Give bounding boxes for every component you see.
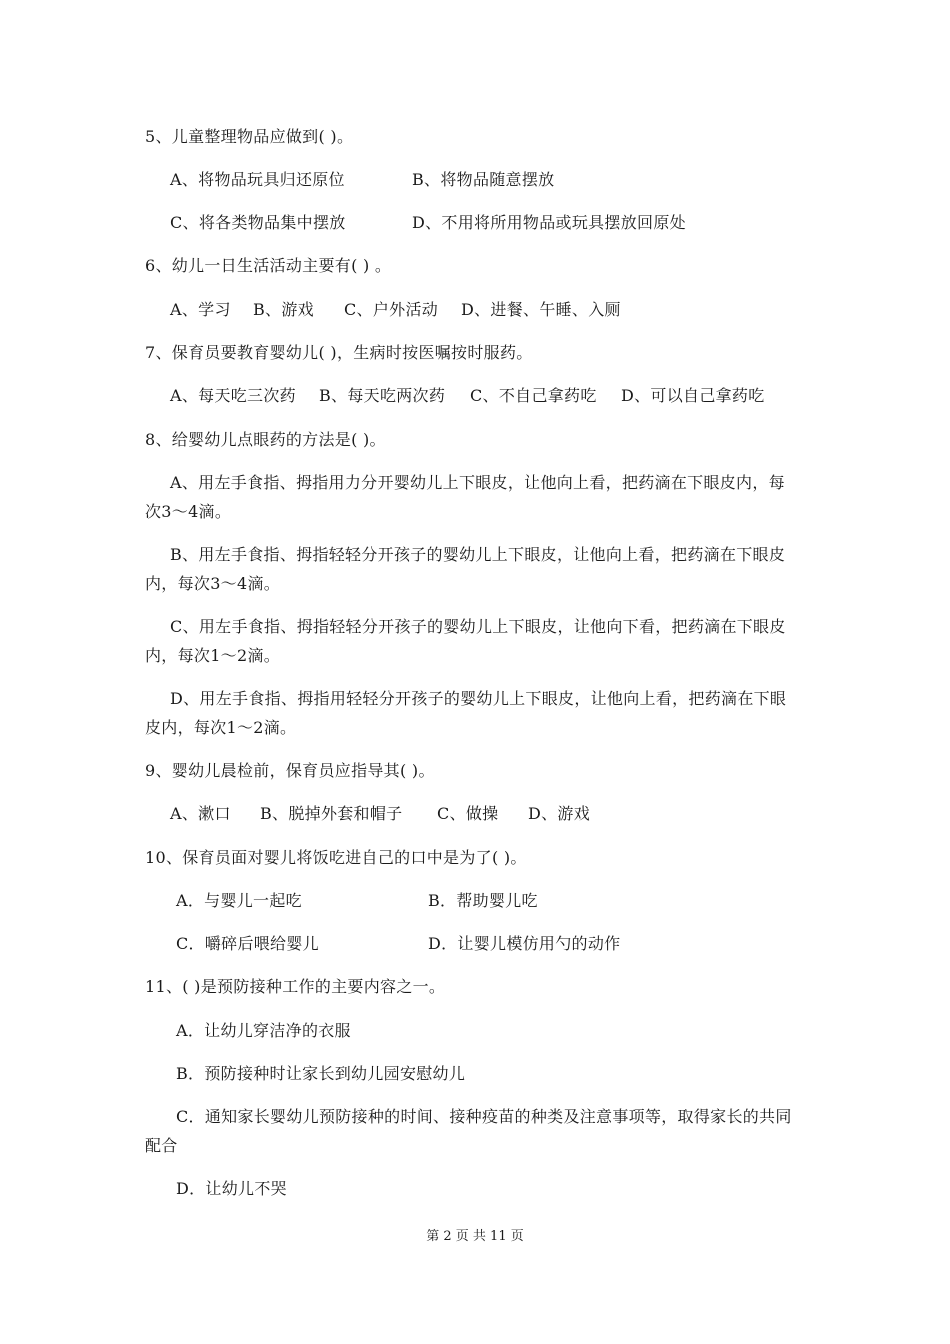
question-7-option-d: D、可以自己拿药吃	[621, 386, 765, 405]
question-9-option-b: B、脱掉外套和帽子	[260, 804, 403, 823]
question-5-option-c: C、将各类物品集中摆放	[170, 213, 346, 232]
question-6-option-a: A、学习	[170, 300, 231, 319]
question-5-option-b: B、将物品随意摆放	[412, 170, 555, 189]
question-8-option-a-line1: A、用左手食指、拇指用力分开婴幼儿上下眼皮，让他向上看，把药滴在下眼皮内，每	[170, 473, 785, 492]
question-7-option-a: A、每天吃三次药	[170, 386, 296, 405]
question-8-option-c-line2: 内，每次1～2滴。	[145, 646, 281, 665]
question-8-option-b-line2: 内，每次3～4滴。	[145, 574, 281, 593]
question-11-option-b: B．预防接种时让家长到幼儿园安慰幼儿	[176, 1064, 466, 1083]
question-5-option-a: A、将物品玩具归还原位	[170, 170, 345, 189]
question-7-option-b: B、每天吃两次药	[319, 386, 446, 405]
question-6-option-c: C、户外活动	[344, 300, 439, 319]
question-10-option-b: B．帮助婴儿吃	[428, 891, 538, 910]
page-footer: 第 2 页 共 11 页	[426, 1229, 524, 1244]
question-8-stem: 8、给婴幼儿点眼药的方法是( )。	[145, 430, 386, 449]
question-11-option-a: A．让幼儿穿洁净的衣服	[176, 1021, 351, 1040]
question-7-option-c: C、不自己拿药吃	[470, 386, 597, 405]
question-9-option-a: A、漱口	[170, 804, 231, 823]
question-11-option-c-line2: 配合	[145, 1136, 178, 1155]
question-9-option-c: C、做操	[437, 804, 499, 823]
question-5-stem: 5、儿童整理物品应做到( )。	[145, 127, 354, 146]
question-8-option-c-line1: C、用左手食指、拇指轻轻分开孩子的婴幼儿上下眼皮，让他向下看，把药滴在下眼皮	[170, 617, 786, 636]
question-11-option-c-line1: C．通知家长婴幼儿预防接种的时间、接种疫苗的种类及注意事项等，取得家长的共同	[176, 1107, 792, 1126]
question-11-stem: 11、( )是预防接种工作的主要内容之一。	[145, 977, 446, 996]
question-5-option-d: D、不用将所用物品或玩具摆放回原处	[412, 213, 686, 232]
question-10-option-c: C．嚼碎后喂给婴儿	[176, 934, 319, 953]
question-6-option-b: B、游戏	[253, 300, 314, 319]
question-7-stem: 7、保育员要教育婴幼儿( )，生病时按医嘱按时服药。	[145, 343, 533, 362]
question-10-option-a: A．与婴儿一起吃	[176, 891, 302, 910]
question-10-option-d: D．让婴儿模仿用勺的动作	[428, 934, 621, 953]
question-8-option-d-line1: D、用左手食指、拇指用轻轻分开孩子的婴幼儿上下眼皮，让他向上看，把药滴在下眼	[170, 689, 787, 708]
question-8-option-a-line2: 次3～4滴。	[145, 502, 232, 521]
question-9-stem: 9、婴幼儿晨检前，保育员应指导其( )。	[145, 761, 435, 780]
question-6-option-d: D、进餐、午睡、入厕	[461, 300, 621, 319]
question-6-stem: 6、幼儿一日生活活动主要有( ) 。	[145, 256, 392, 275]
question-10-stem: 10、保育员面对婴儿将饭吃进自己的口中是为了( )。	[145, 848, 527, 867]
question-9-option-d: D、游戏	[528, 804, 591, 823]
question-11-option-d: D．让幼儿不哭	[176, 1179, 287, 1198]
question-8-option-b-line1: B、用左手食指、拇指轻轻分开孩子的婴幼儿上下眼皮，让他向上看，把药滴在下眼皮	[170, 545, 786, 564]
question-8-option-d-line2: 皮内，每次1～2滴。	[145, 718, 297, 737]
